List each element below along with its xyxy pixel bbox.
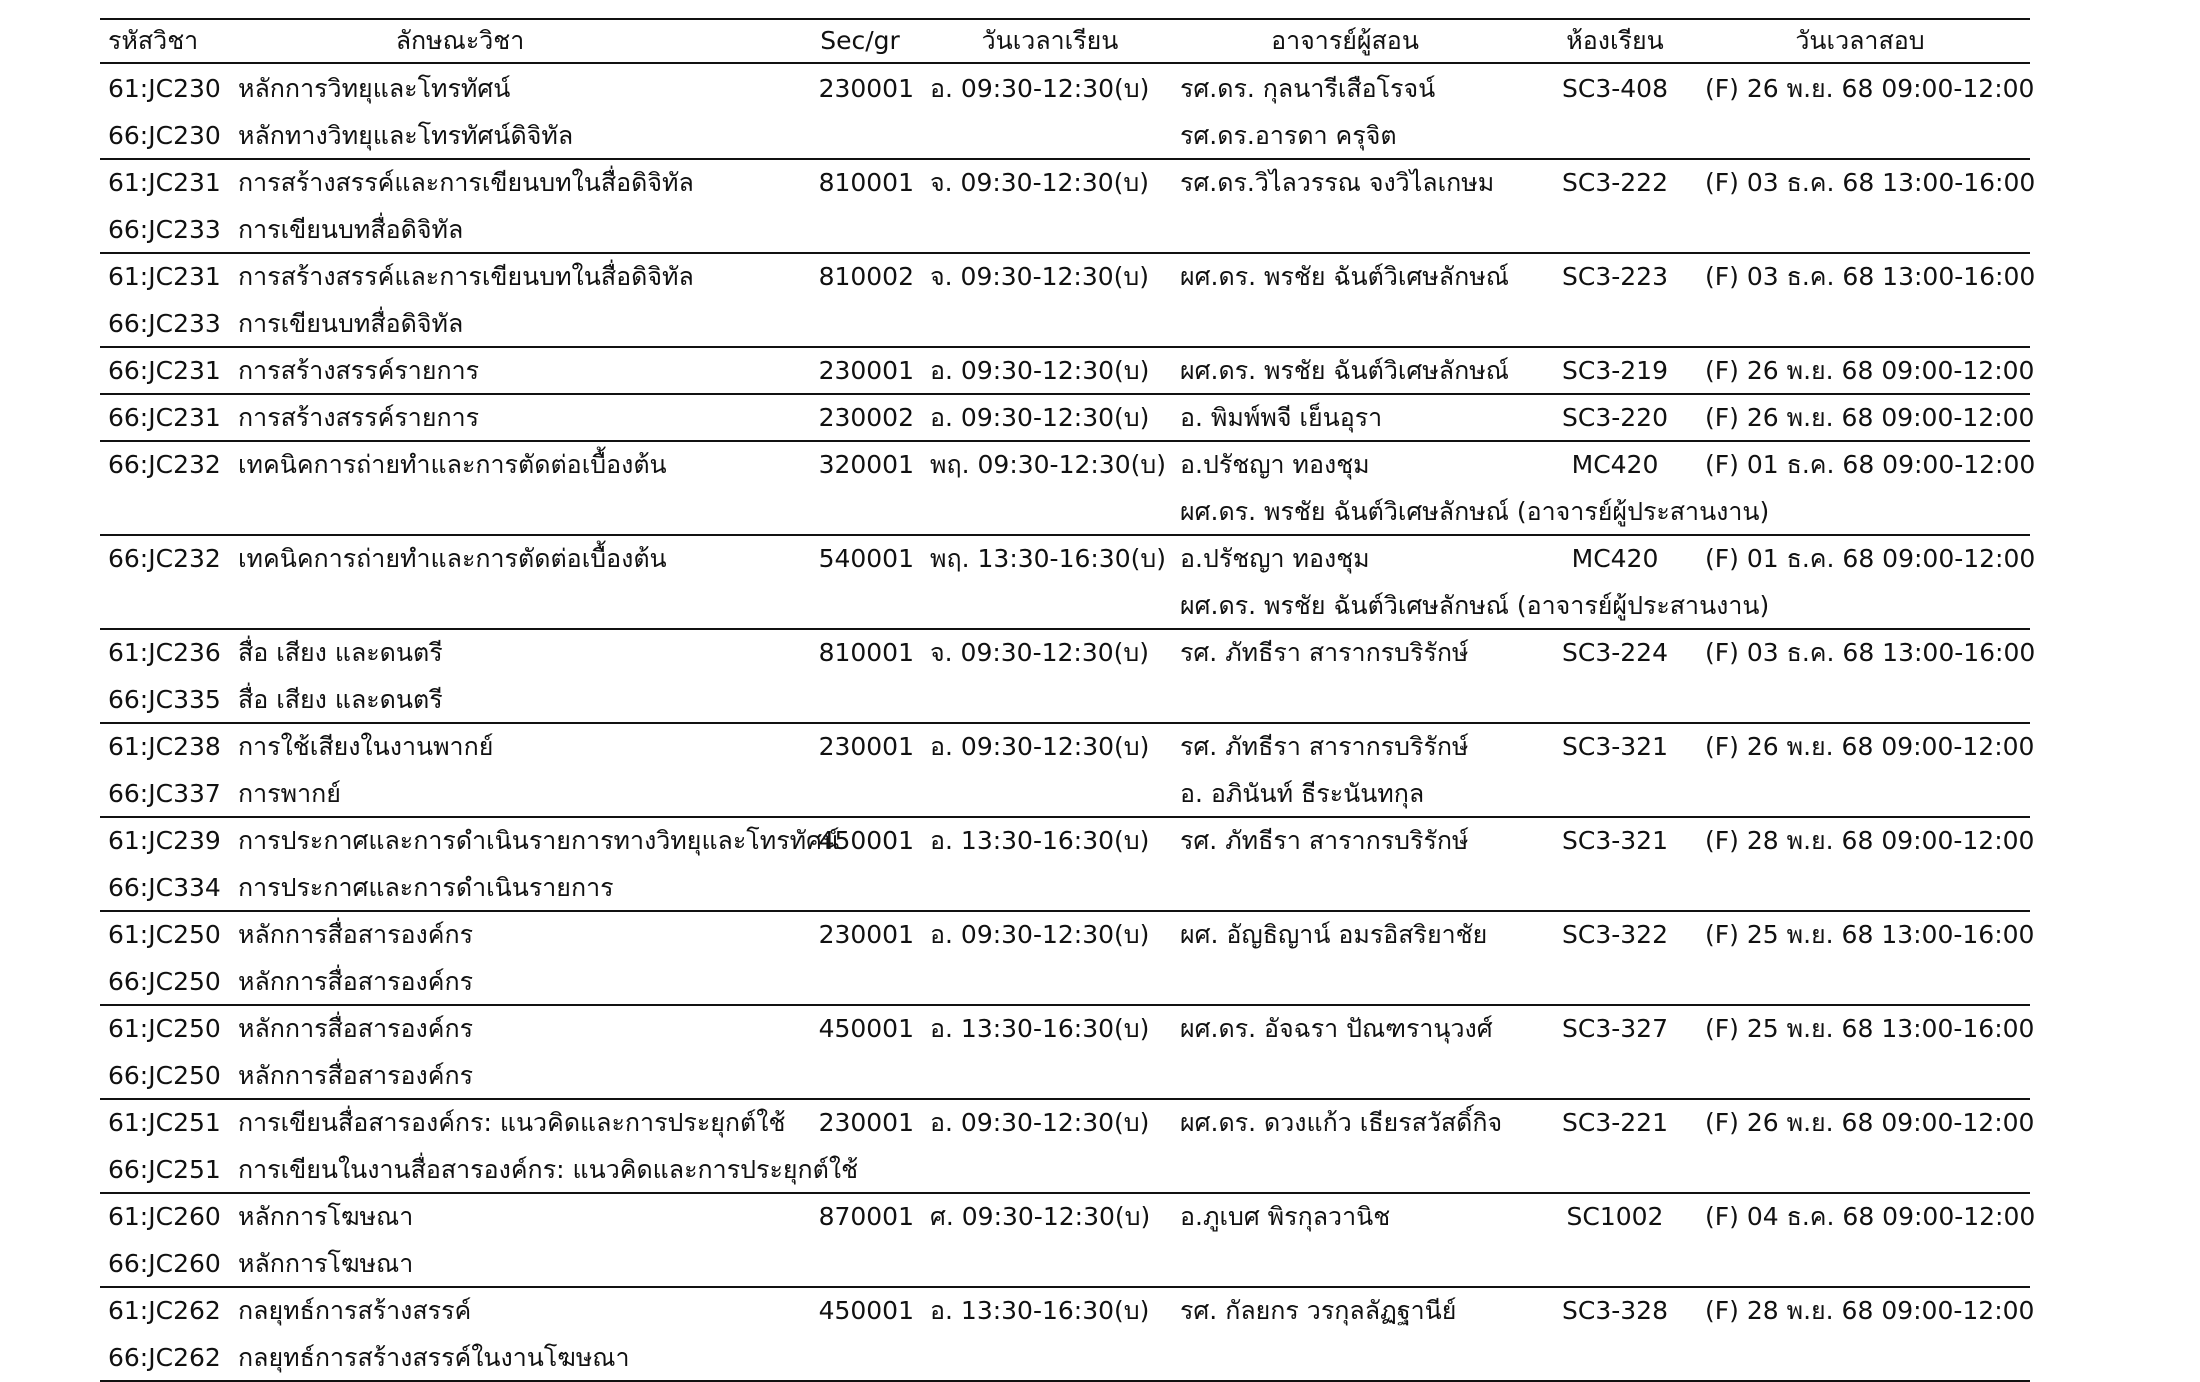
cell-teacher: รศ.ดร.อารดา ครุจิต [1180,121,1397,150]
cell-code: 61:JC262 [108,1296,221,1325]
row-divider [100,158,2030,160]
cell-name: เทคนิคการถ่ายทำและการตัดต่อเบื้องต้น [238,450,667,479]
cell-time: จ. 09:30-12:30(บ) [930,168,1150,197]
row-divider [100,910,2030,912]
cell-name: การสร้างสรรค์รายการ [238,403,480,432]
cell-code: 66:JC260 [108,1249,221,1278]
cell-name: การพากย์ [238,779,341,808]
cell-teacher: ผศ.ดร. พรชัย ฉันต์วิเศษลักษณ์ [1180,356,1509,385]
cell-name: การใช้เสียงในงานพากย์ [238,732,494,761]
cell-name: การสร้างสรรค์และการเขียนบทในสื่อดิจิทัล [238,262,694,291]
cell-name: สื่อ เสียง และดนตรี [238,638,443,667]
cell-time: อ. 09:30-12:30(บ) [930,74,1150,103]
cell-code: 61:JC260 [108,1202,221,1231]
header-instructor: อาจารย์ผู้สอน [1271,26,1419,55]
cell-sec: 230002 [818,403,914,432]
cell-teacher: ผศ.ดร. พรชัย ฉันต์วิเศษลักษณ์ [1180,262,1509,291]
cell-code: 61:JC236 [108,638,221,667]
cell-name: การสร้างสรรค์รายการ [238,356,480,385]
cell-sec: 450001 [818,1014,914,1043]
cell-teacher: ผศ.ดร. อัจฉรา ปัณฑรานุวงศ์ [1180,1014,1493,1043]
cell-name: การสร้างสรรค์และการเขียนบทในสื่อดิจิทัล [238,168,694,197]
cell-time: อ. 09:30-12:30(บ) [930,1108,1150,1137]
cell-name: หลักการสื่อสารองค์กร [238,1061,474,1090]
cell-code: 66:JC337 [108,779,221,808]
row-divider [100,252,2030,254]
cell-sec: 810001 [818,638,914,667]
cell-exam: (F) 26 พ.ย. 68 09:00-12:00 [1705,356,2035,385]
cell-sec: 870001 [818,1202,914,1231]
cell-time: พฤ. 09:30-12:30(บ) [930,450,1166,479]
cell-code: 61:JC239 [108,826,221,855]
cell-name: การเขียนสื่อสารองค์กร: แนวคิดและการประยุกต์ใช้ [238,1108,786,1137]
cell-room: SC1002 [1566,1202,1664,1231]
cell-name: การเขียนในงานสื่อสารองค์กร: แนวคิดและการประยุกต์ใช้ [238,1155,859,1184]
cell-sec: 230001 [818,1108,914,1137]
row-divider [100,1004,2030,1006]
header-section: Sec/gr [820,26,900,55]
cell-name: สื่อ เสียง และดนตรี [238,685,443,714]
cell-name: หลักการโฆษณา [238,1202,414,1231]
cell-teacher: อ. อภินันท์ ธีระนันทกุล [1180,779,1425,808]
cell-teacher: ผศ. อัญธิญาน์ อมรอิสริยาชัย [1180,920,1488,949]
cell-exam: (F) 28 พ.ย. 68 09:00-12:00 [1705,1296,2035,1325]
cell-teacher: อ.ปรัชญา ทองชุม [1180,544,1370,573]
cell-time: อ. 13:30-16:30(บ) [930,1296,1150,1325]
cell-exam: (F) 03 ธ.ค. 68 13:00-16:00 [1705,168,2036,197]
cell-name: หลักทางวิทยุและโทรทัศน์ดิจิทัล [238,121,574,150]
cell-exam: (F) 01 ธ.ค. 68 09:00-12:00 [1705,450,2036,479]
cell-code: 66:JC251 [108,1155,221,1184]
cell-name: การเขียนบทสื่อดิจิทัล [238,309,464,338]
cell-code: 61:JC251 [108,1108,221,1137]
cell-name: การประกาศและการดำเนินรายการ [238,873,614,902]
cell-code: 66:JC233 [108,309,221,338]
cell-exam: (F) 25 พ.ย. 68 13:00-16:00 [1705,920,2035,949]
cell-exam: (F) 28 พ.ย. 68 09:00-12:00 [1705,826,2035,855]
cell-teacher: รศ. ภัทธีรา สารากรบริรักษ์ [1180,826,1469,855]
cell-sec: 230001 [818,732,914,761]
cell-room: SC3-219 [1562,356,1668,385]
cell-teacher: อ.ภูเบศ พิรกุลวานิช [1180,1202,1391,1231]
cell-exam: (F) 01 ธ.ค. 68 09:00-12:00 [1705,544,2036,573]
cell-room: MC420 [1571,544,1659,573]
cell-time: อ. 09:30-12:30(บ) [930,920,1150,949]
cell-code: 61:JC250 [108,1014,221,1043]
cell-exam: (F) 25 พ.ย. 68 13:00-16:00 [1705,1014,2035,1043]
row-divider [100,816,2030,818]
row-divider [100,440,2030,442]
cell-code: 61:JC238 [108,732,221,761]
cell-code: 61:JC231 [108,262,221,291]
cell-time: อ. 09:30-12:30(บ) [930,732,1150,761]
cell-room: MC420 [1571,450,1659,479]
cell-time: อ. 13:30-16:30(บ) [930,826,1150,855]
cell-name: เทคนิคการถ่ายทำและการตัดต่อเบื้องต้น [238,544,667,573]
cell-time: ศ. 09:30-12:30(บ) [930,1202,1151,1231]
cell-sec: 450001 [818,1296,914,1325]
header-exam-time: วันเวลาสอบ [1795,26,1925,55]
cell-room: SC3-321 [1562,732,1668,761]
row-divider [100,1286,2030,1288]
cell-teacher: รศ.ดร.วิไลวรรณ จงวิไลเกษม [1180,168,1495,197]
cell-exam: (F) 03 ธ.ค. 68 13:00-16:00 [1705,638,2036,667]
cell-name: หลักการสื่อสารองค์กร [238,920,474,949]
cell-time: จ. 09:30-12:30(บ) [930,638,1150,667]
cell-sec: 810001 [818,168,914,197]
row-divider [100,628,2030,630]
cell-room: SC3-220 [1562,403,1668,432]
cell-code: 66:JC231 [108,356,221,385]
row-divider [100,393,2030,395]
cell-teacher: ผศ.ดร. พรชัย ฉันต์วิเศษลักษณ์ (อาจารย์ผู้ประสานงาน) [1180,497,1770,526]
cell-code: 66:JC231 [108,403,221,432]
row-divider [100,346,2030,348]
cell-sec: 810002 [818,262,914,291]
cell-name: หลักการสื่อสารองค์กร [238,1014,474,1043]
cell-time: จ. 09:30-12:30(บ) [930,262,1150,291]
cell-teacher: อ.ปรัชญา ทองชุม [1180,450,1370,479]
cell-code: 66:JC233 [108,215,221,244]
cell-code: 66:JC262 [108,1343,221,1372]
cell-time: อ. 09:30-12:30(บ) [930,356,1150,385]
cell-code: 66:JC334 [108,873,221,902]
row-divider [100,534,2030,536]
cell-sec: 230001 [818,356,914,385]
cell-code: 66:JC250 [108,967,221,996]
cell-name: หลักการสื่อสารองค์กร [238,967,474,996]
cell-time: พฤ. 13:30-16:30(บ) [930,544,1166,573]
cell-exam: (F) 26 พ.ย. 68 09:00-12:00 [1705,74,2035,103]
cell-exam: (F) 03 ธ.ค. 68 13:00-16:00 [1705,262,2036,291]
header-class-time: วันเวลาเรียน [981,26,1119,55]
cell-teacher: อ. พิมพ์พจี เย็นอุรา [1180,403,1383,432]
cell-code: 66:JC230 [108,121,221,150]
cell-sec: 230001 [818,74,914,103]
cell-code: 66:JC232 [108,544,221,573]
cell-name: หลักการโฆษณา [238,1249,414,1278]
cell-name: หลักการวิทยุและโทรทัศน์ [238,74,511,103]
row-divider [100,1192,2030,1194]
cell-exam: (F) 26 พ.ย. 68 09:00-12:00 [1705,732,2035,761]
cell-code: 66:JC335 [108,685,221,714]
cell-teacher: รศ.ดร. กุลนารีเสือโรจน์ [1180,74,1436,103]
cell-teacher: ผศ.ดร. ดวงแก้ว เธียรสวัสดิ์กิจ [1180,1108,1503,1137]
cell-sec: 540001 [818,544,914,573]
cell-name: กลยุทธ์การสร้างสรรค์ [238,1296,472,1325]
cell-room: SC3-223 [1562,262,1668,291]
row-divider [100,722,2030,724]
cell-room: SC3-327 [1562,1014,1668,1043]
cell-sec: 320001 [818,450,914,479]
cell-code: 61:JC250 [108,920,221,949]
header-room: ห้องเรียน [1566,26,1664,55]
cell-time: อ. 13:30-16:30(บ) [930,1014,1150,1043]
cell-room: SC3-321 [1562,826,1668,855]
cell-name: การเขียนบทสื่อดิจิทัล [238,215,464,244]
cell-name: การประกาศและการดำเนินรายการทางวิทยุและโทรทัศน์ [238,826,840,855]
cell-sec: 450001 [818,826,914,855]
cell-exam: (F) 26 พ.ย. 68 09:00-12:00 [1705,403,2035,432]
cell-time: อ. 09:30-12:30(บ) [930,403,1150,432]
cell-teacher: รศ. ภัทธีรา สารากรบริรักษ์ [1180,638,1469,667]
cell-teacher: ผศ.ดร. พรชัย ฉันต์วิเศษลักษณ์ (อาจารย์ผู้ประสานงาน) [1180,591,1770,620]
cell-room: SC3-222 [1562,168,1668,197]
cell-room: SC3-328 [1562,1296,1668,1325]
header-course-name: ลักษณะวิชา [395,26,525,55]
cell-exam: (F) 04 ธ.ค. 68 09:00-12:00 [1705,1202,2036,1231]
cell-teacher: รศ. กัลยกร วรกุลลัฏฐานีย์ [1180,1296,1457,1325]
cell-room: SC3-221 [1562,1108,1668,1137]
cell-name: กลยุทธ์การสร้างสรรค์ในงานโฆษณา [238,1343,630,1372]
cell-code: 61:JC231 [108,168,221,197]
cell-teacher: รศ. ภัทธีรา สารากรบริรักษ์ [1180,732,1469,761]
cell-sec: 230001 [818,920,914,949]
cell-exam: (F) 26 พ.ย. 68 09:00-12:00 [1705,1108,2035,1137]
cell-code: 66:JC250 [108,1061,221,1090]
row-divider [100,1098,2030,1100]
cell-room: SC3-224 [1562,638,1668,667]
header-course-code: รหัสวิชา [108,26,199,55]
cell-code: 61:JC230 [108,74,221,103]
table-top-rule [100,18,2030,20]
cell-room: SC3-408 [1562,74,1668,103]
header-rule [100,62,2030,64]
cell-code: 66:JC232 [108,450,221,479]
cell-room: SC3-322 [1562,920,1668,949]
